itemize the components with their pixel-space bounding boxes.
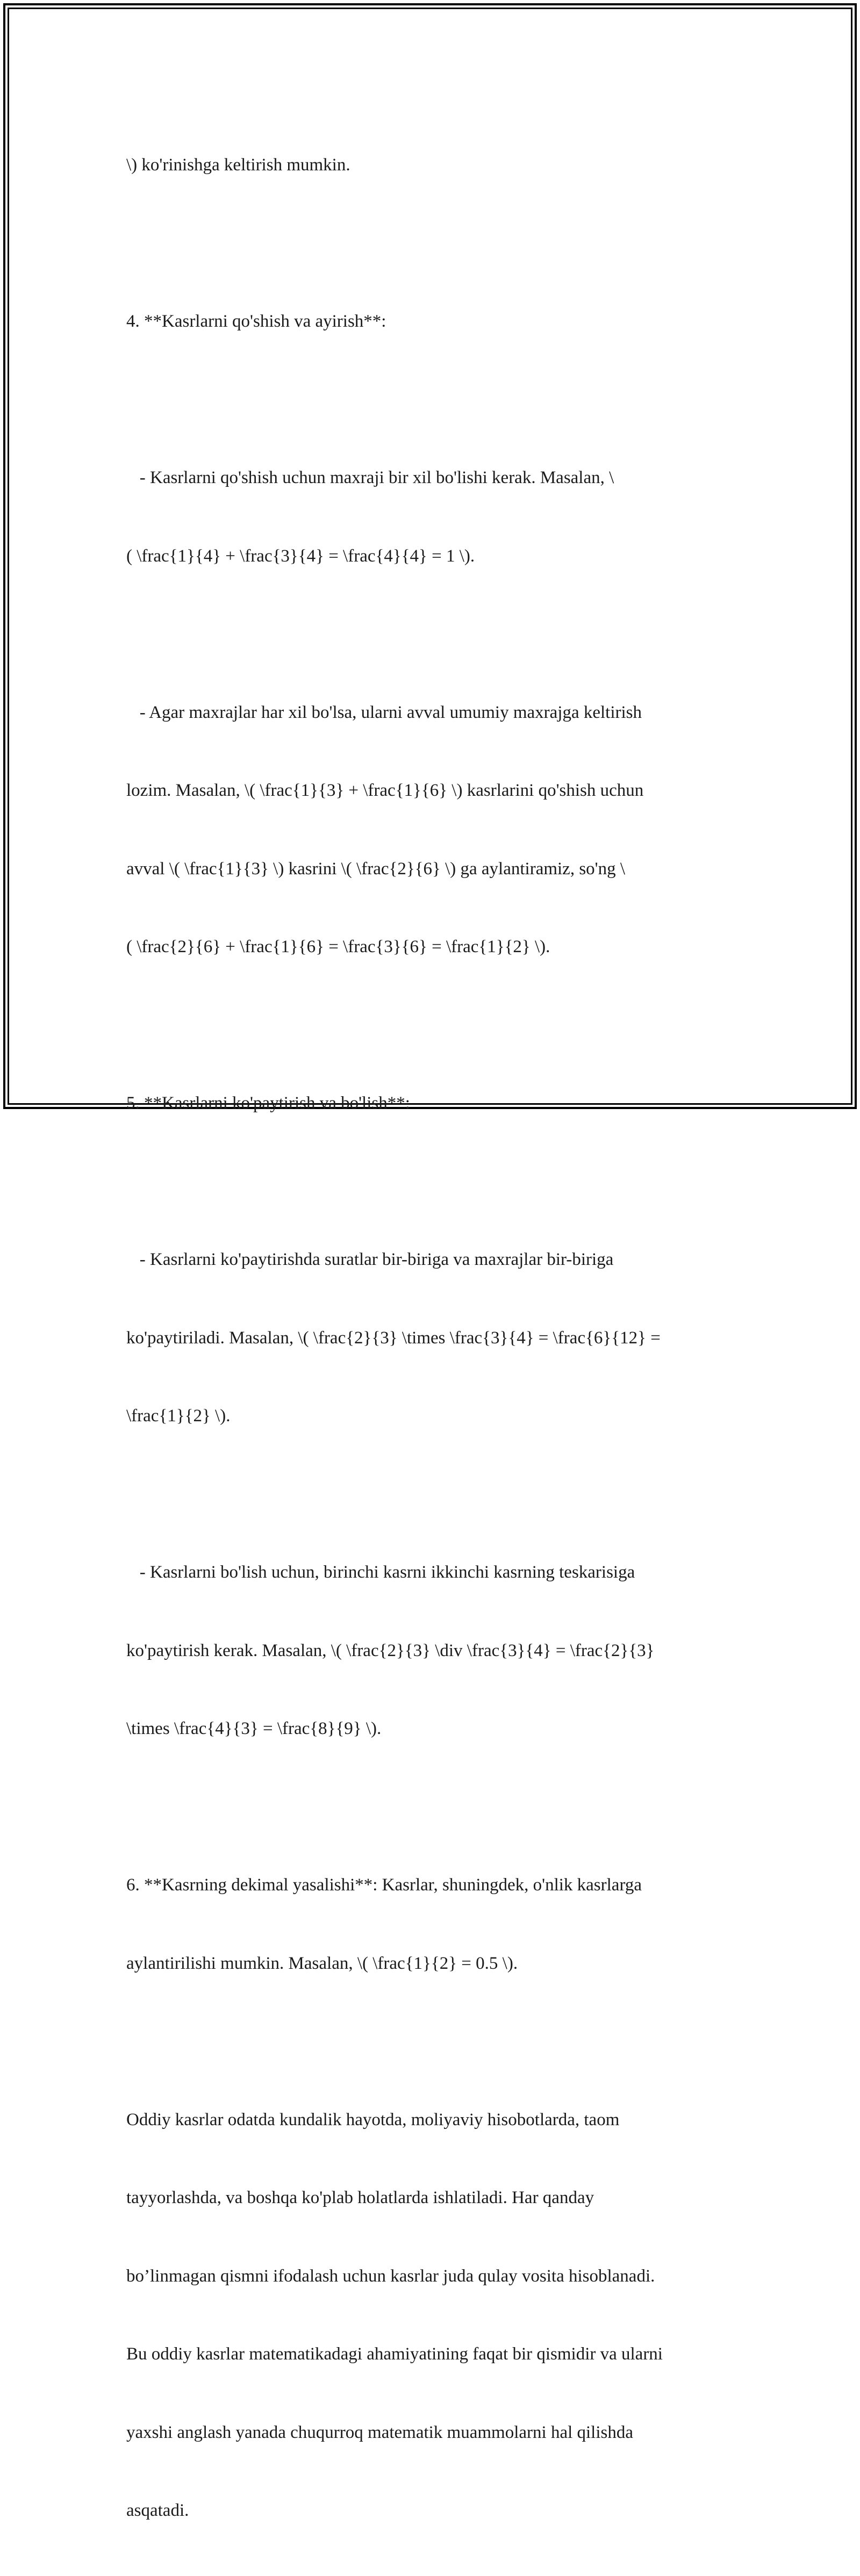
section-heading-6 bbox=[126, 1820, 728, 2028]
text-line: Oddiy kasrlar odatda kundalik hayotda, moliyaviy hisobotlarda, taom bbox=[126, 2110, 620, 2129]
text-line: avval \( \frac{1}{3} \) kasrini \( \frac{2}{6} \) ga aylantiramiz, so'ng \ bbox=[126, 859, 626, 879]
text-line: yaxshi anglash yanada chuqurroq matematik muammolarni hal qilishda bbox=[126, 2422, 633, 2442]
paragraph bbox=[126, 100, 728, 231]
text-line: asqatadi. bbox=[126, 2501, 189, 2520]
text-line: - Kasrlarni qo'shish uchun maxraji bir xil bo'lishi kerak. Masalan, \ bbox=[126, 468, 614, 487]
section-heading-4 bbox=[126, 256, 728, 387]
text-line: tayyorlashda, va boshqa ko'plab holatlarda ishlatiladi. Har qanday bbox=[126, 2188, 594, 2207]
text-line: 4. **Kasrlarni qo'shish va ayirish**: bbox=[126, 312, 386, 331]
text-line: bo’linmagan qismni ifodalash uchun kasrlar juda qulay vosita hisoblanadi. bbox=[126, 2266, 655, 2286]
document-body bbox=[126, 100, 728, 2576]
text-line: \frac{1}{2} \). bbox=[126, 1406, 231, 1426]
text-line: 5. **Kasrlarni ko'paytirish va bo'lish**: bbox=[126, 1093, 410, 1113]
text-line: ( \frac{2}{6} + \frac{1}{6} = \frac{3}{6} = \frac{1}{2} \). bbox=[126, 937, 550, 956]
text-line: 6. **Kasrning dekimal yasalishi**: Kasrlar, shuningdek, o'nlik kasrlarga bbox=[126, 1875, 642, 1895]
text-line: ( \frac{1}{4} + \frac{3}{4} = \frac{4}{4} = 1 \). bbox=[126, 546, 475, 566]
text-line: lozim. Masalan, \( \frac{1}{3} + \frac{1}{6} \) kasrlarini qo'shish uchun bbox=[126, 781, 644, 800]
text-line: \times \frac{4}{3} = \frac{8}{9} \). bbox=[126, 1719, 382, 1738]
list-item bbox=[126, 1195, 728, 1481]
text-line: Bu oddiy kasrlar matematikadagi ahamiyatining faqat bir qismidir va ularni bbox=[126, 2344, 663, 2364]
list-item bbox=[126, 1507, 728, 1794]
text-line: \) ko'rinishga keltirish mumkin. bbox=[126, 155, 350, 175]
text-line: aylantirilishi mumkin. Masalan, \( \frac{1}{2} = 0.5 \). bbox=[126, 1953, 518, 1973]
text-line: - Kasrlarni bo'lish uchun, birinchi kasrni ikkinchi kasrning teskarisiga bbox=[126, 1563, 635, 1582]
text-line: - Agar maxrajlar har xil bo'lsa, ularni avval umumiy maxrajga keltirish bbox=[126, 702, 642, 722]
section-heading-5 bbox=[126, 1038, 728, 1169]
text-line: ko'paytirish kerak. Masalan, \( \frac{2}{3} \div \frac{3}{4} = \frac{2}{3} bbox=[126, 1640, 655, 1660]
text-line: - Kasrlarni ko'paytirishda suratlar bir-biriga va maxrajlar bir-biriga bbox=[126, 1250, 614, 1269]
closing-paragraph bbox=[126, 2055, 728, 2576]
text-line: ko'paytiriladi. Masalan, \( \frac{2}{3} \times \frac{3}{4} = \frac{6}{12} = bbox=[126, 1328, 661, 1348]
list-item bbox=[126, 647, 728, 1012]
list-item bbox=[126, 413, 728, 621]
